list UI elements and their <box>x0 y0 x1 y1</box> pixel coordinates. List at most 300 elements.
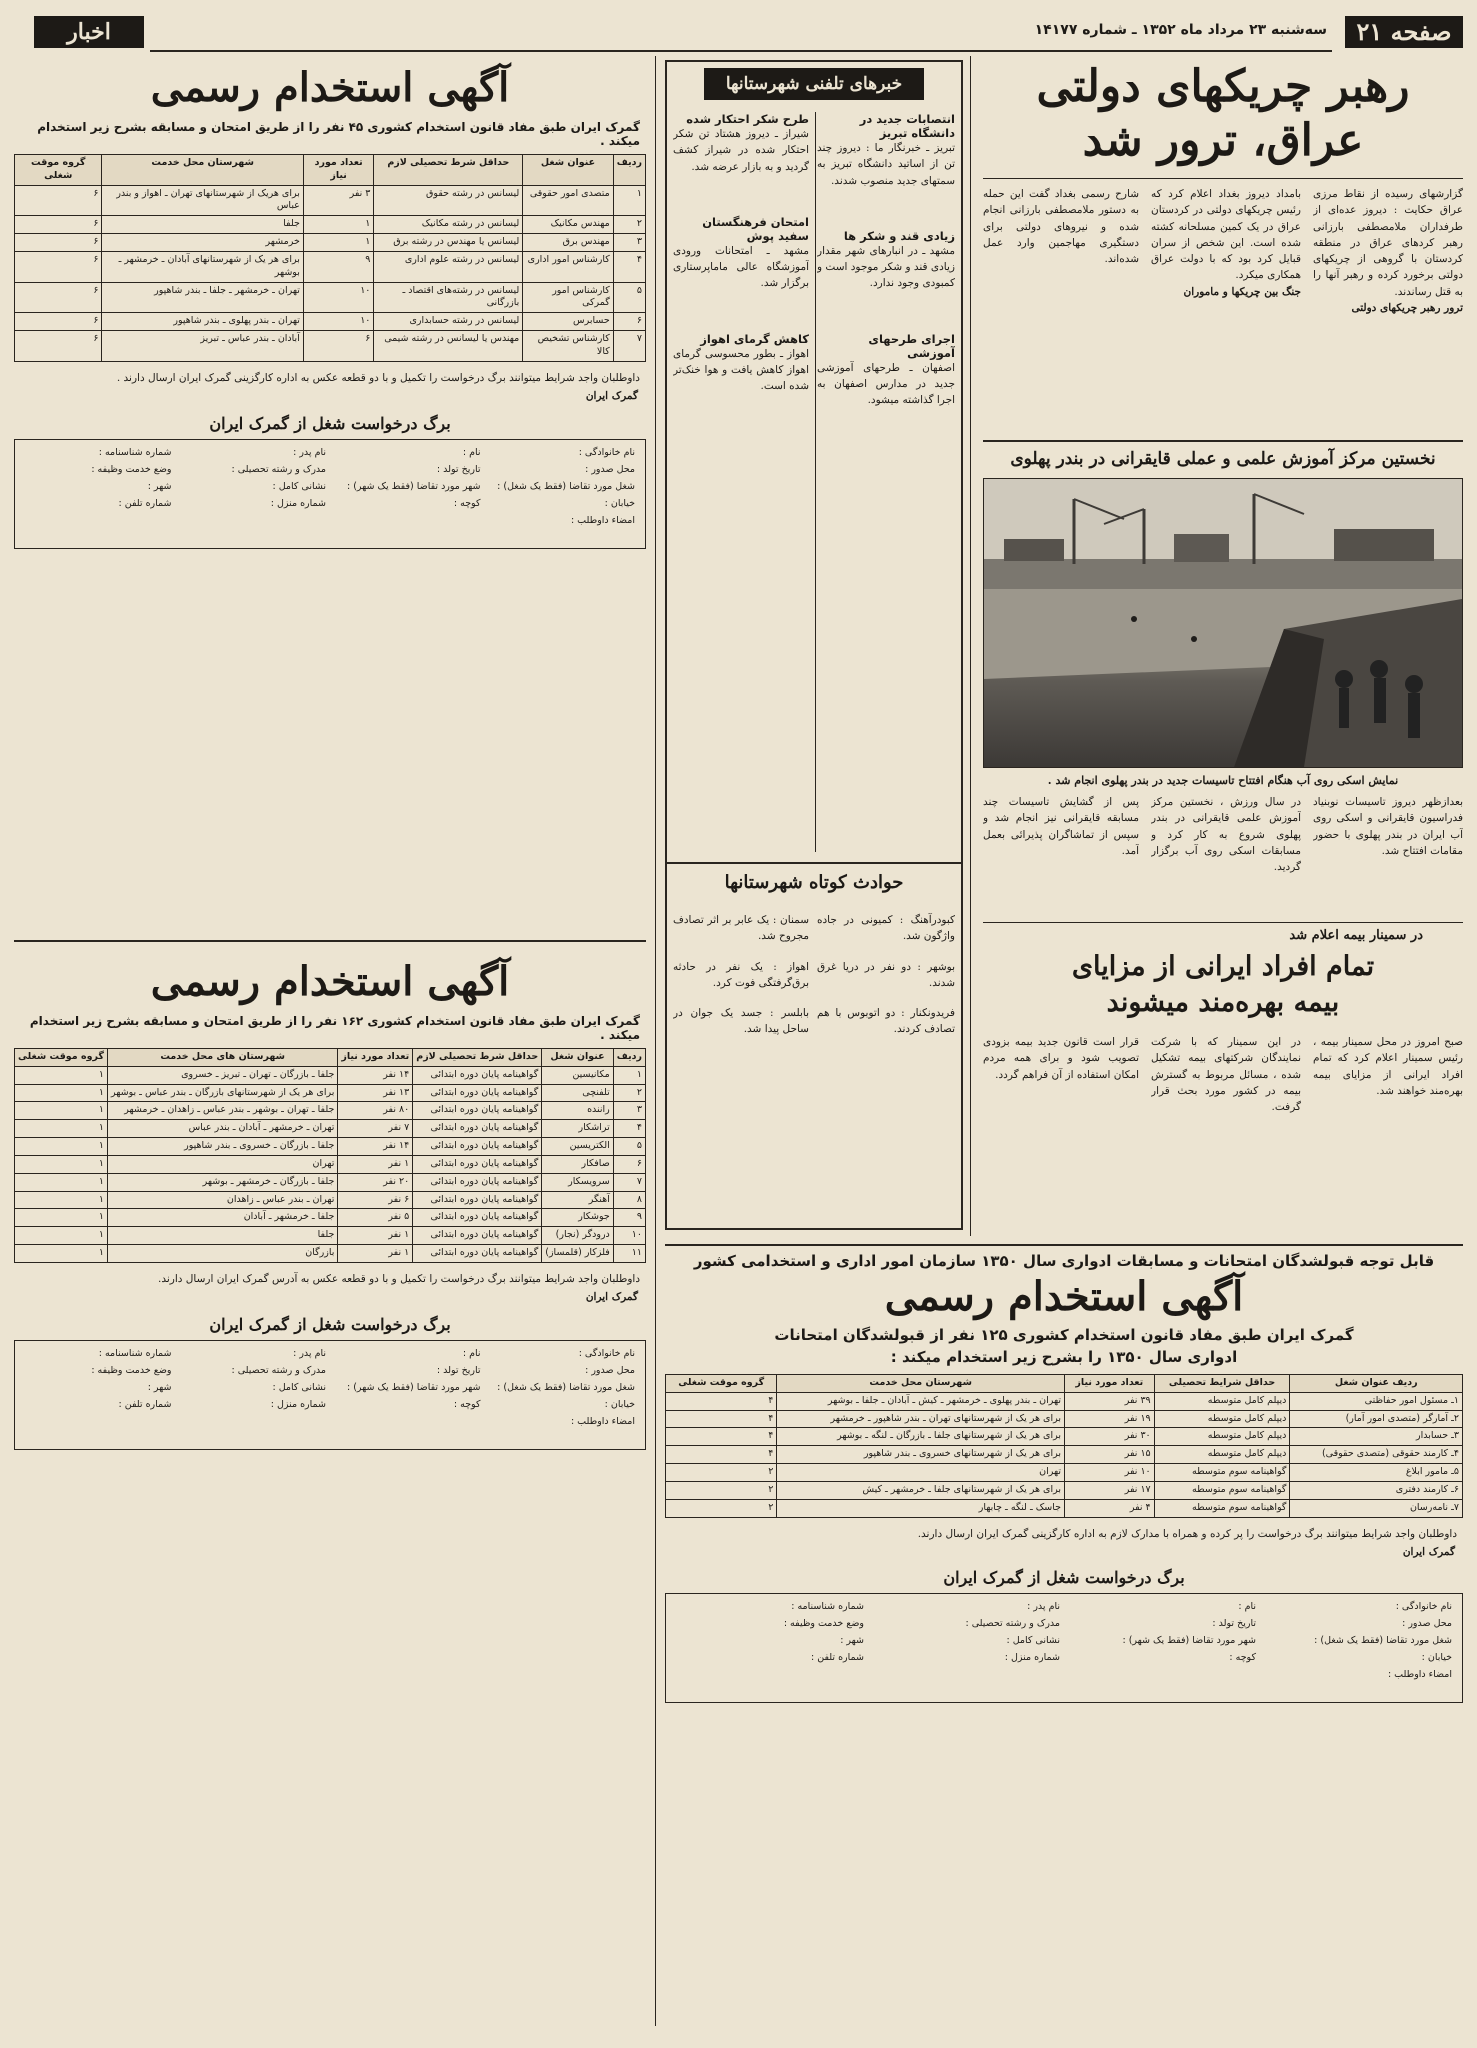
table-cell: درودگر (نجار) <box>542 1227 614 1245</box>
form-field[interactable] <box>485 1413 640 1430</box>
form-field[interactable] <box>176 1379 331 1396</box>
table-cell: ۶ <box>15 330 102 361</box>
table-cell: جلفا ـ خرمشهر ـ آبادان <box>107 1209 337 1227</box>
form-field[interactable] <box>176 461 331 478</box>
form-field[interactable] <box>485 512 640 529</box>
table-cell: ۲ <box>613 216 645 234</box>
form-field[interactable] <box>672 1649 868 1666</box>
table-cell: مکانیسین <box>542 1066 614 1084</box>
table-cell: ۲ <box>666 1499 777 1517</box>
form-field[interactable] <box>176 444 331 461</box>
form-field-label: امضاء داوطلب : <box>1387 1669 1452 1681</box>
waterski-photo <box>983 478 1463 768</box>
table-cell: ۴ <box>666 1392 777 1410</box>
form-field[interactable] <box>868 1632 1064 1649</box>
ad1-subtitle: گمرک ایران طبق مفاد قانون استخدام کشوری ۴۵ نفر را از طریق امتحان و مسابقه بشرح زیر استخدام میکند . <box>37 120 640 148</box>
phone-item-1-body: تبریز ـ خبرنگار ما : دیروز چند تن از اساتید دانشگاه تبریز به سمتهای جدید منصوب شدند. <box>817 142 955 187</box>
form-field-label: خیابان : <box>604 498 635 510</box>
table-cell: ۱۰ <box>303 313 374 331</box>
table-cell: ۷ نفر <box>338 1120 413 1138</box>
form-field[interactable] <box>672 1632 868 1649</box>
table-cell: ۴ <box>666 1410 777 1428</box>
form-field[interactable] <box>485 495 640 512</box>
table-row <box>15 1227 646 1245</box>
form-field-label: وضع خدمت وظیفه : <box>91 1365 172 1377</box>
ad1-col-header: گروه موقت شغلی <box>15 155 102 186</box>
form2 <box>14 1340 646 1450</box>
phone-item-5-body: اصفهان ـ طرحهای آموزشی جدید در مدارس اصفهان به اجرا گذاشته میشود. <box>817 361 955 407</box>
table-cell: ۴ <box>613 1120 645 1138</box>
table-row <box>15 1209 646 1227</box>
ad3-subtitle-1: گمرک ایران طبق مفاد قانون استخدام کشوری ۱۲۵ نفر از قبولشدگان امتحانات <box>774 1326 1354 1344</box>
table-cell: ۶ <box>613 1155 645 1173</box>
form-field-label: مدرک و رشته تحصیلی : <box>965 1618 1060 1630</box>
form-field-label: خیابان : <box>604 1399 635 1411</box>
insurance-col-1: صبح امروز در محل سمینار بیمه ، رئیس سمینار اعلام کرد که تمام افراد ایرانی از مزایای بیمه بهره‌مند خواهند شد. <box>1313 1036 1463 1097</box>
form-field[interactable] <box>1260 1632 1456 1649</box>
form-field[interactable] <box>330 1396 485 1413</box>
ad2-col-header: ردیف <box>613 1049 645 1067</box>
phone-item-4-title: امتحان فرهنگستان سفید پوش <box>702 214 809 243</box>
form-field-label: محل صدور : <box>1402 1618 1452 1630</box>
form-field[interactable] <box>868 1598 1064 1615</box>
table-cell: کارشناس تشخیص کالا <box>523 330 613 361</box>
table-cell: گواهینامه پایان دوره ابتدائی <box>413 1209 542 1227</box>
ad2-col-header: شهرستان های محل خدمت <box>107 1049 337 1067</box>
table-cell: ۱ <box>15 1209 108 1227</box>
table-row <box>15 1155 646 1173</box>
table-cell: ۱ <box>15 1155 108 1173</box>
form-field[interactable] <box>21 478 176 495</box>
table-cell: ۱۵ نفر <box>1065 1446 1155 1464</box>
short-news-title: حوادث کوتاه شهرستانها <box>724 872 904 893</box>
table-cell: تراشکار <box>542 1120 614 1138</box>
table-cell: دیپلم کامل متوسطه <box>1154 1392 1290 1410</box>
form-field[interactable] <box>672 1615 868 1632</box>
table-cell: ۱ <box>15 1191 108 1209</box>
table-cell: ۷ <box>613 1173 645 1191</box>
table-cell: گواهینامه پایان دوره ابتدائی <box>413 1227 542 1245</box>
table-cell: لیسانس در رشته مکانیک <box>374 216 523 234</box>
table-cell: تهران ـ بندر پهلوی ـ بندر شاهپور <box>102 313 303 331</box>
table-cell: برای هریک از شهرستانهای تهران ـ اهواز و بندر عباس <box>102 185 303 216</box>
form-field-label: شماره شناسنامه : <box>791 1601 864 1613</box>
table-cell: ۱ <box>15 1138 108 1156</box>
table-cell: گواهینامه پایان دوره ابتدائی <box>413 1244 542 1262</box>
table-cell: گواهینامه پایان دوره ابتدائی <box>413 1138 542 1156</box>
table-cell: ۱۰ <box>303 282 374 313</box>
table-cell: ۱۴ نفر <box>338 1138 413 1156</box>
table-cell: جلفا ـ بازرگان ـ خرمشهر ـ بوشهر <box>107 1173 337 1191</box>
table-cell: ۸۰ نفر <box>338 1102 413 1120</box>
form2-title: برگ درخواست شغل از گمرک ایران <box>209 1315 451 1335</box>
form-field-label: شهر : <box>147 1382 172 1394</box>
table-cell: جلفا <box>102 216 303 234</box>
photo-caption: نمایش اسکی روی آب هنگام افتتاح تاسیسات جدید در بندر پهلوی انجام شد . <box>1047 774 1399 787</box>
short-item: کبودرآهنگ : کمیونی در جاده واژگون شد. <box>817 914 955 943</box>
ad2-note: داوطلبان واجد شرایط میتوانند برگ درخواست را تکمیل و با دو قطعه عکس به آدرس گمرک ایران ارسال دارند. <box>158 1272 640 1285</box>
ad2-subtitle: گمرک ایران طبق مفاد قانون استخدام کشوری ۱۶۲ نفر را از طریق امتحان و مسابقه بشرح زیر استخدام میکند . <box>29 1014 640 1042</box>
ad3-signature: گمرک ایران <box>1402 1545 1455 1558</box>
table-cell: ۱ <box>15 1173 108 1191</box>
phone-item-5-title: اجرای طرحهای آموزشی <box>868 331 955 360</box>
ad1-col-header: حداقل شرط تحصیلی لازم <box>374 155 523 186</box>
table-cell: ۱ <box>15 1244 108 1262</box>
table-row <box>15 234 646 252</box>
form-field-label: تاریخ تولد : <box>436 464 481 476</box>
form-field-label: شهر مورد تقاضا (فقط یک شهر) : <box>1122 1635 1256 1647</box>
form-field-label: شماره منزل : <box>270 498 326 510</box>
form-field[interactable] <box>1064 1615 1260 1632</box>
table-cell: ۲ <box>666 1464 777 1482</box>
table-cell: لیسانس در رشته علوم اداری <box>374 251 523 282</box>
table-row <box>666 1446 1463 1464</box>
form-field[interactable] <box>176 495 331 512</box>
section-label: اخبار <box>34 16 144 48</box>
lead-headline-2: عراق، ترور شد <box>1082 115 1364 166</box>
form3-title: برگ درخواست شغل از گمرک ایران <box>943 1568 1185 1588</box>
table-row <box>15 282 646 313</box>
table-cell: ۳ <box>613 1102 645 1120</box>
table-cell: ۱ <box>613 1066 645 1084</box>
form-field[interactable] <box>330 478 485 495</box>
table-cell: برای هر یک از شهرستانهای جلفا ـ خرمشهر ـ کیش <box>777 1481 1065 1499</box>
form-field-label: نام پدر : <box>1027 1601 1060 1613</box>
table-cell: راننده <box>542 1102 614 1120</box>
form-field-label: شماره شناسنامه : <box>98 447 172 459</box>
table-cell: جلفا ـ تهران ـ بوشهر ـ بندر عباس ـ زاهدان ـ خرمشهر <box>107 1102 337 1120</box>
form-field[interactable] <box>485 1345 640 1362</box>
form-field-label: امضاء داوطلب : <box>570 1416 635 1428</box>
form-field-label: شغل مورد تقاضا (فقط یک شغل) : <box>1314 1635 1452 1647</box>
table-cell: ۶ <box>15 185 102 216</box>
insurance-col-2: در این سمینار که با شرکت نمایندگان شرکتهای بیمه تشکیل شده ، مسائل مربوط به گسترش بیمه در کشور مورد بحث قرار گرفت. <box>1151 1036 1301 1114</box>
table-cell: ۸ <box>613 1191 645 1209</box>
form-field[interactable] <box>21 1379 176 1396</box>
phone-item-2-title: طرح شکر احتکار شده <box>686 112 809 126</box>
table-cell: ۱۴ نفر <box>338 1066 413 1084</box>
form-field[interactable] <box>485 1379 640 1396</box>
form-field[interactable] <box>330 1362 485 1379</box>
table-cell: ۶ <box>15 282 102 313</box>
form-field[interactable] <box>176 478 331 495</box>
table-cell: لیسانس در رشته حقوق <box>374 185 523 216</box>
table-cell: مهندس مکانیک <box>523 216 613 234</box>
photo-col-3: پس از گشایش تاسیسات چند مسابقه قایقرانی نیز انجام شد و سپس از تماشاگران پذیرائی بعمل آمد. <box>983 796 1139 857</box>
table-cell: گواهینامه سوم متوسطه <box>1154 1464 1290 1482</box>
form-field[interactable] <box>21 1345 176 1362</box>
table-cell: تهران ـ خرمشهر ـ جلفا ـ بندر شاهپور <box>102 282 303 313</box>
table-row <box>15 251 646 282</box>
form-field[interactable] <box>1260 1615 1456 1632</box>
form-field-label: مدرک و رشته تحصیلی : <box>231 1365 326 1377</box>
table-cell: جاسک ـ لنگه ـ چابهار <box>777 1499 1065 1517</box>
ad2-col-header: حداقل شرط تحصیلی لازم <box>413 1049 542 1067</box>
table-cell: تهران ـ بندر عباس ـ زاهدان <box>107 1191 337 1209</box>
form-field[interactable] <box>485 461 640 478</box>
phone-item-3-body: مشهد ـ در انبارهای شهر مقدار زیادی قند و شکر موجود است و کمبودی وجود ندارد. <box>817 244 955 290</box>
form3 <box>665 1593 1463 1703</box>
ad3-col-header: شهرستان محل خدمت <box>777 1375 1065 1393</box>
table-cell: ۶ <box>15 216 102 234</box>
table-cell: ۶ <box>15 234 102 252</box>
table-cell: ۱۰ <box>613 1227 645 1245</box>
ad2-table <box>14 1048 646 1263</box>
table-cell: دیپلم کامل متوسطه <box>1154 1446 1290 1464</box>
table-cell: ۴ـ کارمند حقوقی (متصدی حقوقی) <box>1290 1446 1463 1464</box>
table-cell: ۹ <box>303 251 374 282</box>
table-cell: گواهینامه سوم متوسطه <box>1154 1481 1290 1499</box>
table-cell: ۳۹ نفر <box>1065 1392 1155 1410</box>
table-cell: لیسانس در رشته‌های اقتصاد ـ بازرگانی <box>374 282 523 313</box>
job-ad-3 <box>665 1244 1463 2034</box>
table-cell: دیپلم کامل متوسطه <box>1154 1410 1290 1428</box>
table-cell: مهندس یا لیسانس در رشته شیمی <box>374 330 523 361</box>
form-field[interactable] <box>176 1345 331 1362</box>
form-field-label: نام : <box>462 447 481 459</box>
form-field-label: نام پدر : <box>293 1348 326 1360</box>
table-cell: ۶ <box>613 313 645 331</box>
table-cell: برای هر یک از شهرستانهای آبادان ـ خرمشهر ـ بوشهر <box>102 251 303 282</box>
table-row <box>666 1464 1463 1482</box>
table-row <box>15 1173 646 1191</box>
table-cell: ۶ـ کارمند دفتری <box>1290 1481 1463 1499</box>
lead-col-2: بامداد دیروز بغداد اعلام کرد که رئیس چریکهای دولتی در کردستان عراق در یک کمین مسلحانه کشته شده است. این شخص از سران قبایل کرد بود که با دولت عراق همکاری میکرد. جنگ بین چریکها و ماموران <box>1151 188 1301 298</box>
table-row <box>666 1392 1463 1410</box>
phone-item-4-body: مشهد ـ امتحانات ورودی آموزشگاه عالی ماماپرستاری برگزار شد. <box>673 244 809 290</box>
form-field-label: وضع خدمت وظیفه : <box>91 464 172 476</box>
table-cell: ۴ <box>613 251 645 282</box>
insurance-headline-2: بیمه بهره‌مند میشوند <box>1106 987 1340 1018</box>
table-cell: ۱۱ <box>613 1244 645 1262</box>
form-field[interactable] <box>1064 1649 1260 1666</box>
table-cell: تهران ـ خرمشهر ـ آبادان ـ بندر عباس <box>107 1120 337 1138</box>
table-cell: آهنگر <box>542 1191 614 1209</box>
form-field[interactable] <box>21 495 176 512</box>
ad1-table <box>14 154 646 362</box>
form-field-label: نام پدر : <box>293 447 326 459</box>
form-field[interactable] <box>21 461 176 478</box>
form-field-label: محل صدور : <box>585 464 635 476</box>
form-field-label: تاریخ تولد : <box>436 1365 481 1377</box>
form-field-label: شماره تلفن : <box>811 1652 864 1664</box>
lead-col-3: شارح رسمی بغداد گفت این حمله به دستور ملامصطفی بارزانی انجام شده و نیروهای دولتی برای دستگیری مهاجمین وارد عمل شده‌اند. <box>983 188 1139 266</box>
table-cell: ۲ <box>666 1481 777 1499</box>
table-cell: کارشناس امور گمرکی <box>523 282 613 313</box>
short-item: فریدونکنار : دو اتوبوس با هم تصادف کردند. <box>817 1007 955 1036</box>
table-cell: ۱ <box>15 1120 108 1138</box>
table-row <box>15 1138 646 1156</box>
table-cell: کارشناس امور اداری <box>523 251 613 282</box>
table-row <box>666 1481 1463 1499</box>
form-field[interactable] <box>485 1362 640 1379</box>
form-field-label: نشانی کامل : <box>272 481 326 493</box>
ad1-col-header: عنوان شغل <box>523 155 613 186</box>
table-cell: ۷ـ نامه‌رسان <box>1290 1499 1463 1517</box>
table-cell: دیپلم کامل متوسطه <box>1154 1428 1290 1446</box>
form-field-label: شماره منزل : <box>1004 1652 1060 1664</box>
form-field-label: شهر : <box>147 481 172 493</box>
form-field[interactable] <box>176 1396 331 1413</box>
form1-title: برگ درخواست شغل از گمرک ایران <box>209 414 451 434</box>
ad1-col-header: تعداد مورد نیاز <box>303 155 374 186</box>
form-field[interactable] <box>330 1345 485 1362</box>
ad3-col-header: ردیف عنوان شغل <box>1290 1375 1463 1393</box>
table-row <box>15 313 646 331</box>
form-field-label: کوچه : <box>453 1399 481 1411</box>
table-cell: ۶ نفر <box>338 1191 413 1209</box>
table-cell: ۲۰ نفر <box>338 1173 413 1191</box>
form-field-label: کوچه : <box>453 498 481 510</box>
table-cell: گواهینامه پایان دوره ابتدائی <box>413 1120 542 1138</box>
form-field[interactable] <box>21 1396 176 1413</box>
ad2-title: آگهی استخدام رسمی <box>150 958 510 1005</box>
ad2-col-header: گروه موقت شغلی <box>15 1049 108 1067</box>
ad1-title: آگهی استخدام رسمی <box>150 64 510 111</box>
form-field-label: خیابان : <box>1421 1652 1452 1664</box>
table-cell: صافکار <box>542 1155 614 1173</box>
insurance-story <box>983 922 1463 1240</box>
form-field-label: کوچه : <box>1229 1652 1256 1664</box>
lead-story <box>983 60 1463 440</box>
ad3-title: آگهی استخدام رسمی <box>884 1273 1244 1320</box>
phone-news-box <box>665 60 963 1230</box>
form-field-label: نشانی کامل : <box>272 1382 326 1394</box>
form-field[interactable] <box>1064 1598 1260 1615</box>
table-row <box>15 1191 646 1209</box>
table-cell: ۱ <box>303 234 374 252</box>
table-row <box>666 1499 1463 1517</box>
table-row <box>15 1244 646 1262</box>
insurance-col-3: قرار است قانون جدید بیمه بزودی تصویب شود و برای همه مردم امکان استفاده از آن فراهم گردد. <box>983 1036 1139 1081</box>
form-field[interactable] <box>330 1379 485 1396</box>
ad3-subtitle-2: ادواری سال ۱۳۵۰ را بشرح زیر استخدام میکند : <box>890 1348 1238 1366</box>
short-item: بوشهر : دو نفر در دریا غرق شدند. <box>817 960 955 989</box>
ad1-col-header: ردیف <box>613 155 645 186</box>
ad3-col-header: گروه موقت شغلی <box>666 1375 777 1393</box>
table-row <box>15 185 646 216</box>
lead-sub-2: ترور رهبر چریکهای دولتی <box>1351 301 1463 314</box>
form-field[interactable] <box>868 1649 1064 1666</box>
form-field-label: شهر مورد تقاضا (فقط یک شهر) : <box>346 481 481 493</box>
table-cell: ۱ـ مسئول امور حفاظتی <box>1290 1392 1463 1410</box>
form-field[interactable] <box>1260 1666 1456 1683</box>
ad3-col-header: تعداد مورد نیاز <box>1065 1375 1155 1393</box>
form-field[interactable] <box>21 1362 176 1379</box>
table-cell: ۶ <box>15 313 102 331</box>
form-field-label: نام : <box>1238 1601 1256 1613</box>
table-cell: ۳ <box>613 234 645 252</box>
lead-sub-1: جنگ بین چریکها و ماموران <box>1183 285 1301 298</box>
form-field[interactable] <box>1064 1632 1260 1649</box>
ad3-note: داوطلبان واجد شرایط میتوانند برگ درخواست را پر کرده و همراه با مدارک لازم به اداره کارگزینی گمرک ایران ارسال دارند. <box>917 1527 1457 1540</box>
form-field[interactable] <box>176 1362 331 1379</box>
form-field-label: نام خانوادگی : <box>578 447 635 459</box>
table-row <box>15 1084 646 1102</box>
form-field-label: شماره تلفن : <box>118 1399 172 1411</box>
table-cell: ۱۰ نفر <box>1065 1464 1155 1482</box>
table-row <box>15 216 646 234</box>
short-item: بابلسر : جسد یک جوان در ساحل پیدا شد. <box>673 1007 809 1036</box>
table-cell: ۵ <box>613 1138 645 1156</box>
table-cell: گواهینامه پایان دوره ابتدائی <box>413 1191 542 1209</box>
form-field[interactable] <box>330 461 485 478</box>
table-cell: ۱ نفر <box>338 1244 413 1262</box>
table-cell: ۱ <box>15 1066 108 1084</box>
table-cell: ۲ <box>613 1084 645 1102</box>
table-row <box>15 330 646 361</box>
short-item: اهواز : یک نفر در حادثه برق‌گرفتگی فوت کرد. <box>673 960 809 989</box>
table-cell: ۱۷ نفر <box>1065 1481 1155 1499</box>
form-field[interactable] <box>330 495 485 512</box>
table-cell: گواهینامه پایان دوره ابتدائی <box>413 1155 542 1173</box>
photo-col-1: بعدازظهر دیروز تاسیسات نوبنیاد فدراسیون قایقرانی و اسکی روی آب ایران در بندر پهلوی با حضور مقامات افتتاح شد. <box>1313 796 1463 857</box>
form-field-label: شهر : <box>840 1635 864 1647</box>
table-cell: برای هر یک از شهرستانهای تهران ـ بندر شاهپور ـ خرمشهر <box>777 1410 1065 1428</box>
photo-story <box>983 440 1463 905</box>
short-news-col-right <box>817 912 955 1212</box>
table-cell: ۱۳ نفر <box>338 1084 413 1102</box>
form1 <box>14 439 646 549</box>
ad3-table <box>665 1374 1463 1518</box>
table-cell: متصدی امور حقوقی <box>523 185 613 216</box>
table-cell: آبادان ـ بندر عباس ـ تبریز <box>102 330 303 361</box>
table-cell: فلزکار (قلمساز) <box>542 1244 614 1262</box>
table-cell: الکتریسین <box>542 1138 614 1156</box>
form-field-label: شغل مورد تقاضا (فقط یک شغل) : <box>497 1382 635 1394</box>
form-field-label: امضاء داوطلب : <box>570 515 635 527</box>
table-cell: گواهینامه پایان دوره ابتدائی <box>413 1066 542 1084</box>
form-field-label: شغل مورد تقاضا (فقط یک شغل) : <box>497 481 635 493</box>
table-cell: جلفا ـ بازرگان ـ خسروی ـ بندر شاهپور <box>107 1138 337 1156</box>
table-cell: ۶ <box>303 330 374 361</box>
form-field[interactable] <box>672 1598 868 1615</box>
table-cell: تهران ـ بندر پهلوی ـ خرمشهر ـ کیش ـ آبادان ـ جلفا ـ بوشهر <box>777 1392 1065 1410</box>
table-cell: گواهینامه پایان دوره ابتدائی <box>413 1102 542 1120</box>
table-cell: جلفا <box>107 1227 337 1245</box>
ad1-col-header: شهرستان محل خدمت <box>102 155 303 186</box>
ad1-note: داوطلبان واجد شرایط میتوانند برگ درخواست را تکمیل و با دو قطعه عکس به اداره کارگزینی گمرک ایران ارسال دارند . <box>116 371 640 384</box>
table-cell: خرمشهر <box>102 234 303 252</box>
table-cell: تلفنچی <box>542 1084 614 1102</box>
job-ad-2 <box>14 940 646 2030</box>
form-field[interactable] <box>485 444 640 461</box>
table-row <box>15 1066 646 1084</box>
photo-headline: نخستین مرکز آموزش علمی و عملی قایقرانی در بندر پهلوی <box>1010 449 1436 469</box>
form-field[interactable] <box>330 444 485 461</box>
phone-item-6-body: اهواز ـ بطور محسوسی گرمای اهواز کاهش یافت و هوا خنک‌تر شده است. <box>673 347 809 393</box>
form-field-label: محل صدور : <box>585 1365 635 1377</box>
table-cell: ۵ <box>613 282 645 313</box>
form-field[interactable] <box>485 478 640 495</box>
ad2-col-header: عنوان شغل <box>542 1049 614 1067</box>
form-field[interactable] <box>1260 1649 1456 1666</box>
table-cell: گواهینامه پایان دوره ابتدائی <box>413 1173 542 1191</box>
form-field[interactable] <box>1260 1598 1456 1615</box>
form-field-label: شهر مورد تقاضا (فقط یک شهر) : <box>346 1382 481 1394</box>
photo-col-2: در سال ورزش ، نخستین مرکز آموزش علمی قایقرانی در بندر پهلوی شروع به کار کرد و مسابقات اسکی روی آب برگزار گردید. <box>1151 796 1301 874</box>
form-field[interactable] <box>485 1396 640 1413</box>
table-cell: تهران <box>777 1464 1065 1482</box>
form-field-label: شماره تلفن : <box>118 498 172 510</box>
phone-item-1-title: انتصابات جدید در دانشگاه تبریز <box>859 112 955 140</box>
form-field[interactable] <box>868 1615 1064 1632</box>
table-cell: ۳ـ حسابدار <box>1290 1428 1463 1446</box>
table-cell: جوشکار <box>542 1209 614 1227</box>
table-cell: بازرگان <box>107 1244 337 1262</box>
form-field[interactable] <box>21 444 176 461</box>
phone-item-2-body: شیراز ـ دیروز هشتاد تن شکر احتکار شده در شیراز کشف گردید و به بازار عرضه شد. <box>673 128 809 173</box>
